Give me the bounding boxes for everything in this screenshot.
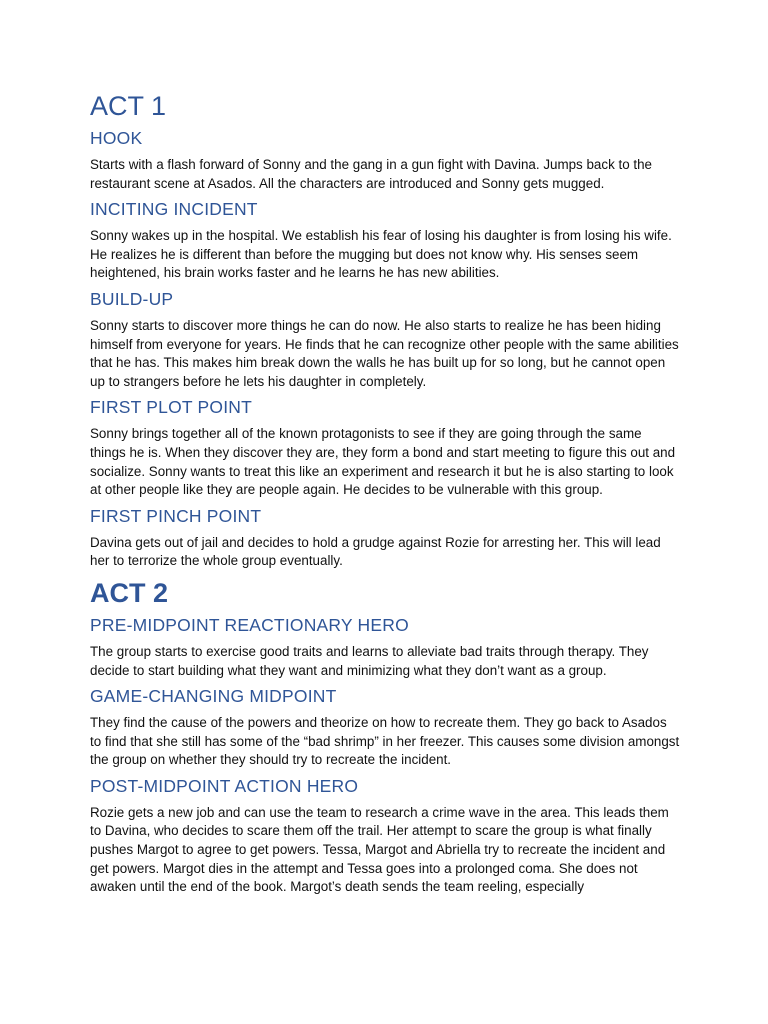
post-midpoint-paragraph: Rozie gets a new job and can use the team to research a crime wave in the area. This leads them to Davina, who decides to scare them off the trail. Her attempt to scare the group is what finally pushes Margot to agree to get powers. Tessa, Margot and Abriella try to recreate the incident and get powers. Margot dies in the attempt and Tessa goes into a prolonged coma. She does not awaken until the end of the book. Margot’s death sends the team reeling, especially bbox=[90, 804, 669, 895]
build-up-paragraph: Sonny starts to discover more things he can do now. He also starts to realize he has been hiding himself from everyone for years. He finds that he can recognize other people with the same abilities that he has. This makes him break down the walls he has built up for so long, but he cannot open up to strangers before he lets his daughter in completely. bbox=[90, 317, 679, 389]
first-plot-point-paragraph: Sonny brings together all of the known protagonists to see if they are going through the same things he is. When they discover they are, they form a bond and start meeting to figure this out and socialize. Sonny wants to treat this like an experiment and research it but he is also starting to look at other people like they are people again. He decides to be vulnerable with this group. bbox=[90, 426, 676, 498]
document-page bbox=[90, 88, 680, 901]
post-midpoint-heading: POST-MIDPOINT ACTION HERO bbox=[90, 775, 359, 796]
game-changing-midpoint-heading: GAME-CHANGING MIDPOINT bbox=[90, 686, 337, 707]
inciting-incident-heading: INCITING INCIDENT bbox=[90, 199, 258, 220]
inciting-incident-paragraph: Sonny wakes up in the hospital. We establish his fear of losing his daughter is from losing his wife. He realizes he is different than before the mugging but does not know why. His senses seem heightened, his brain works faster and he learns he has new abilities. bbox=[90, 228, 672, 281]
first-pinch-point-heading: FIRST PINCH POINT bbox=[90, 505, 262, 526]
pre-midpoint-heading: PRE-MIDPOINT REACTIONARY HERO bbox=[90, 614, 409, 635]
act-1-title: ACT 1 bbox=[90, 91, 167, 121]
first-pinch-point-paragraph: Davina gets out of jail and decides to hold a grudge against Rozie for arresting her. This will lead her to terrorize the whole group eventually. bbox=[90, 534, 661, 569]
pre-midpoint-paragraph: The group starts to exercise good traits and learns to alleviate bad traits through therapy. They decide to start building what they want and minimizing what they don’t want as a group. bbox=[90, 643, 649, 678]
hook-heading: HOOK bbox=[90, 128, 143, 148]
act-2-title: ACT 2 bbox=[90, 577, 169, 608]
build-up-heading: BUILD-UP bbox=[90, 288, 174, 309]
hook-paragraph: Starts with a flash forward of Sonny and the gang in a gun fight with Davina. Jumps back to the restaurant scene at Asados. All the characters are introduced and Sonny gets mugged. bbox=[90, 157, 652, 191]
game-changing-midpoint-paragraph: They find the cause of the powers and theorize on how to recreate them. They go back to Asados to find that she still has some of the “bad shrimp” in her freezer. This causes some division amongst the group on whether they should try to recreate the incident. bbox=[90, 715, 680, 768]
first-plot-point-heading: FIRST PLOT POINT bbox=[90, 397, 253, 418]
